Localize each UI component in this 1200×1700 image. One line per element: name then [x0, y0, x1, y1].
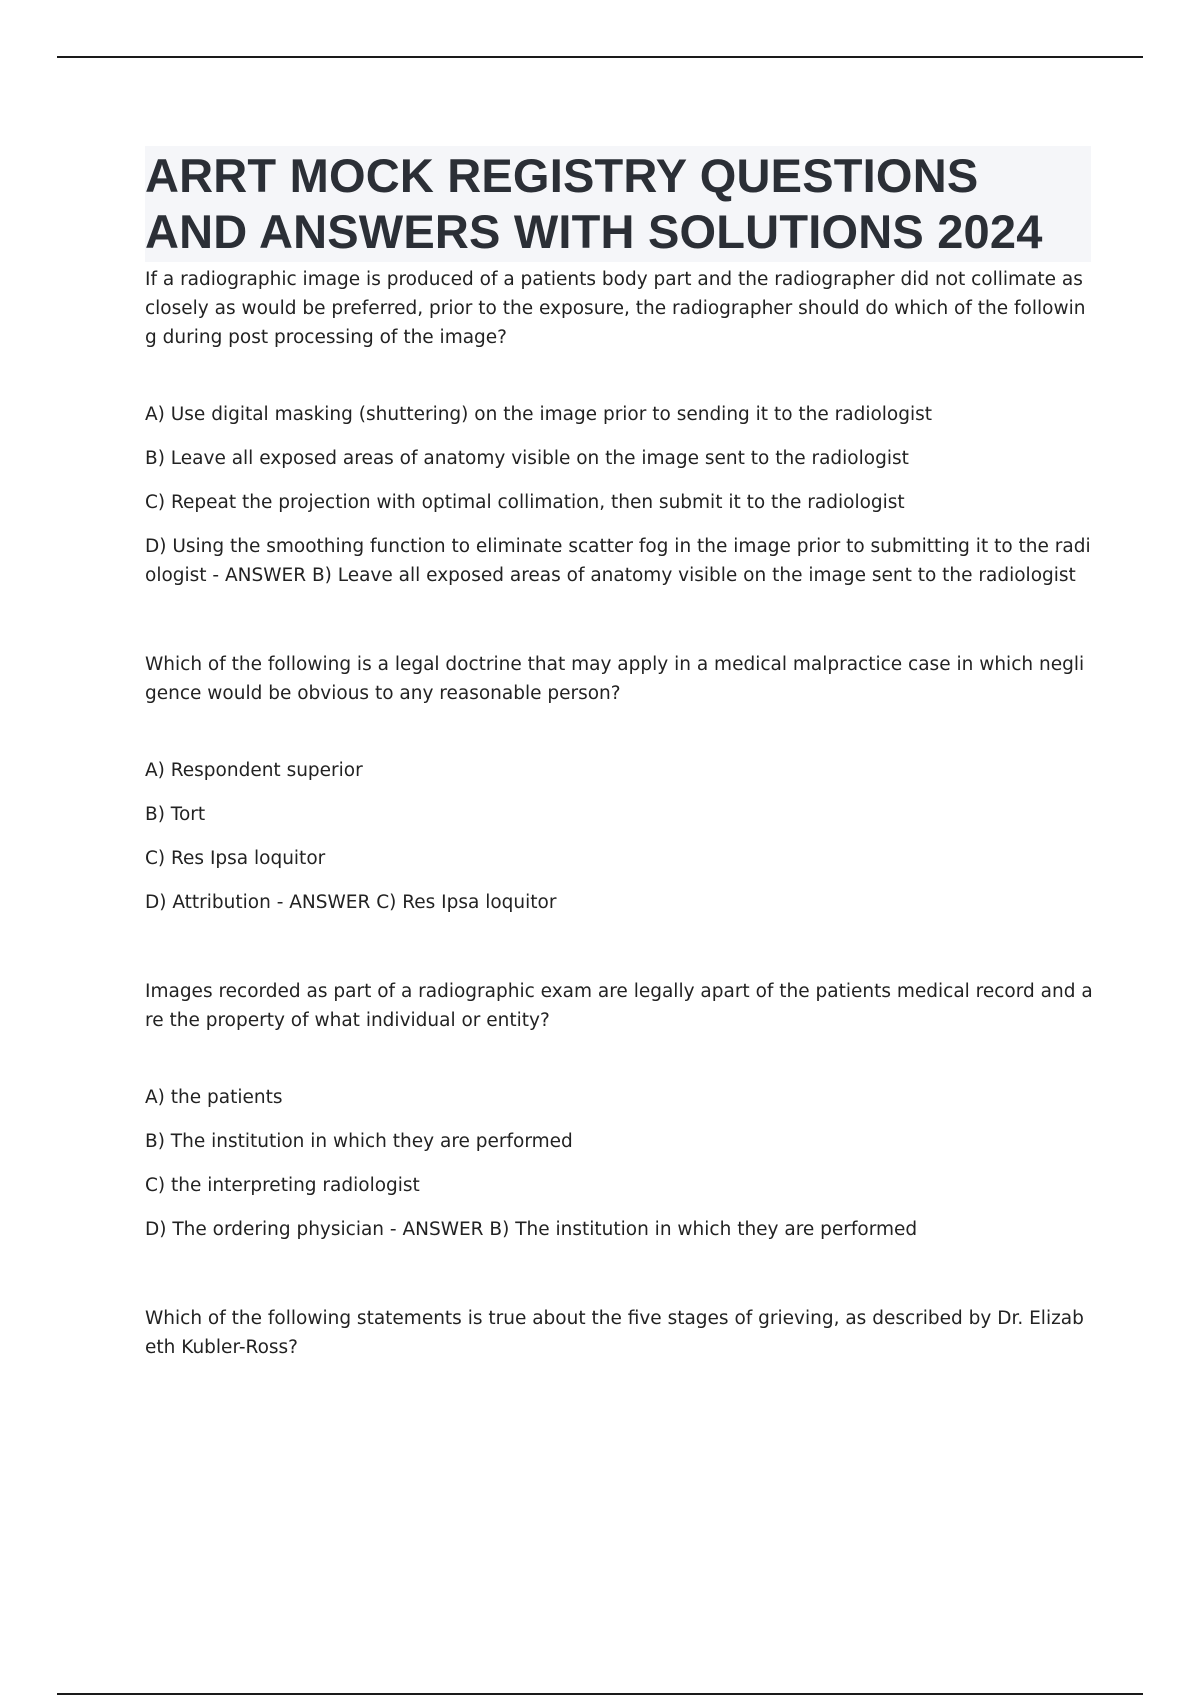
question-text-1: If a radiographic image is produced of a patients body part and the radiographer did not collimate as closely as would be preferred, prior to the exposure, the radiographer should do which of the following during post processing of the image? [145, 269, 1086, 348]
options-list-2 [145, 756, 1095, 917]
options-list-1 [145, 400, 1095, 590]
option-2b: B) Tort [145, 804, 206, 825]
option-3a: A) the patients [145, 1087, 283, 1108]
question-block-3 [145, 977, 1095, 1244]
top-rule [57, 56, 1143, 58]
question-text-4: Which of the following statements is true about the five stages of grieving, as described by Dr. Elizabeth Kubler-Ross? [145, 1308, 1084, 1358]
question-text-2: Which of the following is a legal doctrine that may apply in a medical malpractice case in which negligence would be obvious to any reasonable person? [145, 654, 1085, 704]
question-block-4 [145, 1304, 1095, 1362]
options-list-3 [145, 1083, 1095, 1244]
title-line-1: ARRT MOCK REGISTRY QUESTIONS [145, 149, 979, 202]
option-1d-answer: D) Using the smoothing function to eliminate scatter fog in the image prior to submitting it to the radiologist - ANSWER B) Leave all exposed areas of anatomy visible on the image sent to the radiologist [145, 536, 1091, 586]
option-2a: A) Respondent superior [145, 760, 363, 781]
option-1a: A) Use digital masking (shuttering) on the image prior to sending it to the radiologist [145, 404, 933, 425]
document-content [145, 146, 1095, 1362]
option-2d-answer: D) Attribution - ANSWER C) Res Ipsa loquitor [145, 892, 557, 913]
option-1b: B) Leave all exposed areas of anatomy visible on the image sent to the radiologist [145, 448, 909, 469]
option-1c: C) Repeat the projection with optimal collimation, then submit it to the radiologist [145, 492, 905, 513]
bottom-rule [57, 1693, 1143, 1695]
document-title [145, 146, 1091, 262]
option-3d-answer: D) The ordering physician - ANSWER B) The institution in which they are performed [145, 1219, 918, 1240]
option-2c: C) Res Ipsa loquitor [145, 848, 326, 869]
question-block-2 [145, 650, 1095, 917]
option-3b: B) The institution in which they are performed [145, 1131, 573, 1152]
option-3c: C) the interpreting radiologist [145, 1175, 420, 1196]
title-line-2: AND ANSWERS WITH SOLUTIONS 2024 [145, 205, 1043, 258]
question-block-1 [145, 265, 1095, 590]
question-text-3: Images recorded as part of a radiographic exam are legally apart of the patients medical record and are the property of what individual or entity? [145, 981, 1093, 1031]
